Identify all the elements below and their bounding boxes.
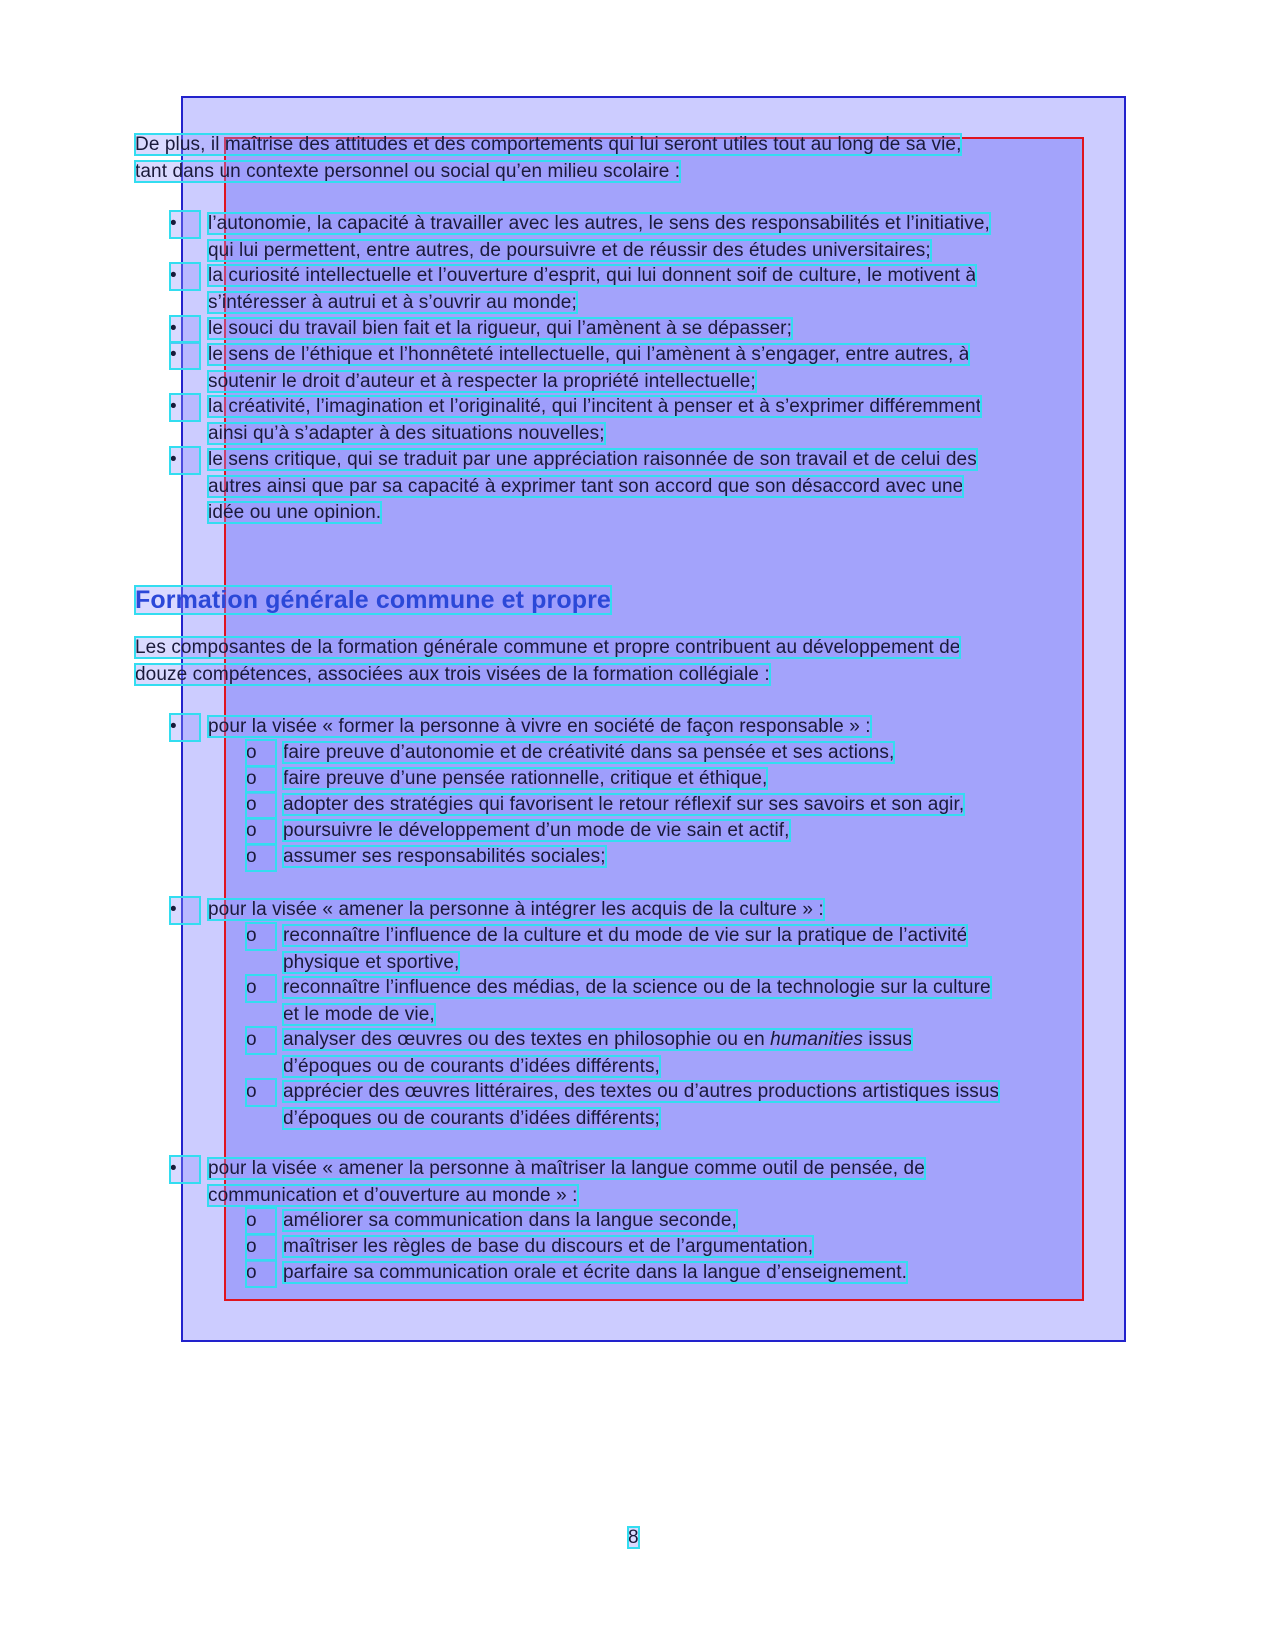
section-heading	[135, 584, 611, 616]
sub-list-item	[246, 923, 1133, 976]
list-item	[170, 342, 1133, 395]
bullet-marker: •	[170, 714, 200, 741]
visee-text: pour la visée « amener la personne à maîtriser la langue comme outil de pensée, de	[208, 1158, 925, 1179]
emphasis-text: humanities	[770, 1029, 864, 1050]
visee-text: communication et d’ouverture au monde » :	[208, 1184, 578, 1206]
sub-list-item-text: et le mode de vie,	[283, 1003, 435, 1025]
list-item-text: s’intéresser à autrui et à s’ouvrir au monde;	[208, 291, 577, 313]
sub-bullet-marker: o	[246, 975, 276, 1002]
list-item-text: idée ou une opinion.	[208, 502, 382, 523]
sub-list-item	[246, 766, 1133, 793]
list-item-text: la créativité, l’imagination et l’originalité, qui l’incitent à penser et à s’exprimer différemment	[208, 396, 982, 417]
sub-list-item-text: reconnaître l’influence des médias, de la science ou de la technologie sur la culture	[283, 977, 991, 998]
list-item-text: qui lui permettent, entre autres, de poursuivre et de réussir des études universitaires;	[208, 239, 931, 261]
visee-text: pour la visée « amener la personne à intégrer les acquis de la culture » :	[208, 899, 824, 920]
bullet-marker: •	[170, 394, 200, 421]
list-item	[170, 447, 1133, 527]
visee-item	[170, 714, 1133, 741]
sub-list-item	[246, 792, 1133, 819]
sub-list-item-text: adopter des stratégies qui favorisent le retour réflexif sur ses savoirs et son agir,	[283, 794, 965, 815]
list-item-text: l’autonomie, la capacité à travailler avec les autres, le sens des responsabilités et l’initiative,	[208, 213, 990, 234]
sub-list-item	[246, 1079, 1133, 1132]
list-item-text: ainsi qu’à s’adapter à des situations nouvelles;	[208, 422, 605, 444]
list-item-text: la curiosité intellectuelle et l’ouverture d’esprit, qui lui donnent soif de culture, le motivent à	[208, 265, 977, 286]
sub-list-item-text: maîtriser les règles de base du discours et de l’argumentation,	[283, 1236, 814, 1257]
sub-list-item-text: issus	[863, 1029, 913, 1050]
intro-line-1: De plus, il maîtrise des attitudes et des comportements qui lui seront utiles tout au long de sa vie,	[135, 134, 962, 155]
sub-list-item-text: parfaire sa communication orale et écrite dans la langue d’enseignement.	[283, 1262, 908, 1283]
list-item	[170, 394, 1133, 447]
bullet-marker: •	[170, 316, 200, 343]
bullet-marker: •	[170, 447, 200, 474]
sub-list-item-text: d’époques ou de courants d’idées différents;	[283, 1107, 660, 1129]
bullet-marker: •	[170, 1156, 200, 1183]
sub-bullet-marker: o	[246, 1260, 276, 1287]
sub-list-item-text: d’époques ou de courants d’idées différents,	[283, 1055, 660, 1077]
sub-list-item-text: analyser des œuvres ou des textes en philosophie ou en	[283, 1029, 771, 1050]
sub-list-item-text: améliorer sa communication dans la langue seconde,	[283, 1210, 737, 1231]
list-item	[170, 316, 1133, 343]
sub-list-item-text: faire preuve d’une pensée rationnelle, critique et éthique,	[283, 768, 768, 789]
list-item	[170, 211, 1133, 264]
sub-list-item	[246, 1260, 1133, 1287]
visee-item	[170, 897, 1133, 924]
visee-item	[170, 1156, 1133, 1209]
intro-paragraph	[135, 132, 1135, 185]
sub-list-item	[246, 1234, 1133, 1261]
section-intro-line-1: Les composantes de la formation générale commune et propre contribuent au développement de	[135, 637, 961, 658]
sub-list-item-text: reconnaître l’influence de la culture et du mode de vie sur la pratique de l’activité	[283, 925, 968, 946]
sub-bullet-marker: o	[246, 1208, 276, 1235]
sub-list-item-text: apprécier des œuvres littéraires, des textes ou d’autres productions artistiques issus	[283, 1081, 1000, 1102]
sub-bullet-marker: o	[246, 740, 276, 767]
sub-bullet-marker: o	[246, 923, 276, 950]
list-item-text: le souci du travail bien fait et la rigueur, qui l’amènent à se dépasser;	[208, 318, 792, 339]
section-heading-text: Formation générale commune et propre	[135, 586, 611, 614]
sub-bullet-marker: o	[246, 818, 276, 845]
bullet-marker: •	[170, 897, 200, 924]
sub-list-item-text: assumer ses responsabilités sociales;	[283, 846, 606, 867]
list-item-text: le sens critique, qui se traduit par une appréciation raisonnée de son travail et de celui des	[208, 449, 977, 470]
list-item-text: le sens de l’éthique et l’honnêteté intellectuelle, qui l’amènent à s’engager, entre autres, à	[208, 344, 970, 365]
sub-list-item	[246, 1208, 1133, 1235]
visee-text: pour la visée « former la personne à vivre en société de façon responsable » :	[208, 716, 871, 737]
page-number	[628, 1526, 639, 1550]
bullet-marker: •	[170, 342, 200, 369]
intro-line-2: tant dans un contexte personnel ou social qu’en milieu scolaire :	[135, 160, 681, 182]
sub-list-item	[246, 740, 1133, 767]
sub-list-item	[246, 975, 1133, 1028]
sub-bullet-marker: o	[246, 1079, 276, 1106]
sub-list-item	[246, 844, 1133, 871]
list-item-text: soutenir le droit d’auteur et à respecter la propriété intellectuelle;	[208, 370, 756, 392]
bullet-marker: •	[170, 263, 200, 290]
page-number-text: 8	[628, 1527, 639, 1548]
sub-list-item-text: poursuivre le développement d’un mode de vie sain et actif,	[283, 820, 790, 841]
list-item-text: autres ainsi que par sa capacité à exprimer tant son accord que son désaccord avec une	[208, 475, 964, 497]
sub-bullet-marker: o	[246, 844, 276, 871]
sub-bullet-marker: o	[246, 766, 276, 793]
sub-list-item-text: faire preuve d’autonomie et de créativité dans sa pensée et ses actions,	[283, 742, 895, 763]
sub-bullet-marker: o	[246, 1027, 276, 1054]
section-intro-line-2: douze compétences, associées aux trois visées de la formation collégiale :	[135, 663, 770, 685]
bullet-marker: •	[170, 211, 200, 238]
sub-list-item	[246, 1027, 1133, 1080]
list-item	[170, 263, 1133, 316]
section-intro-paragraph	[135, 635, 1135, 688]
sub-list-item	[246, 818, 1133, 845]
sub-bullet-marker: o	[246, 1234, 276, 1261]
sub-list-item-text: physique et sportive,	[283, 951, 460, 973]
sub-bullet-marker: o	[246, 792, 276, 819]
